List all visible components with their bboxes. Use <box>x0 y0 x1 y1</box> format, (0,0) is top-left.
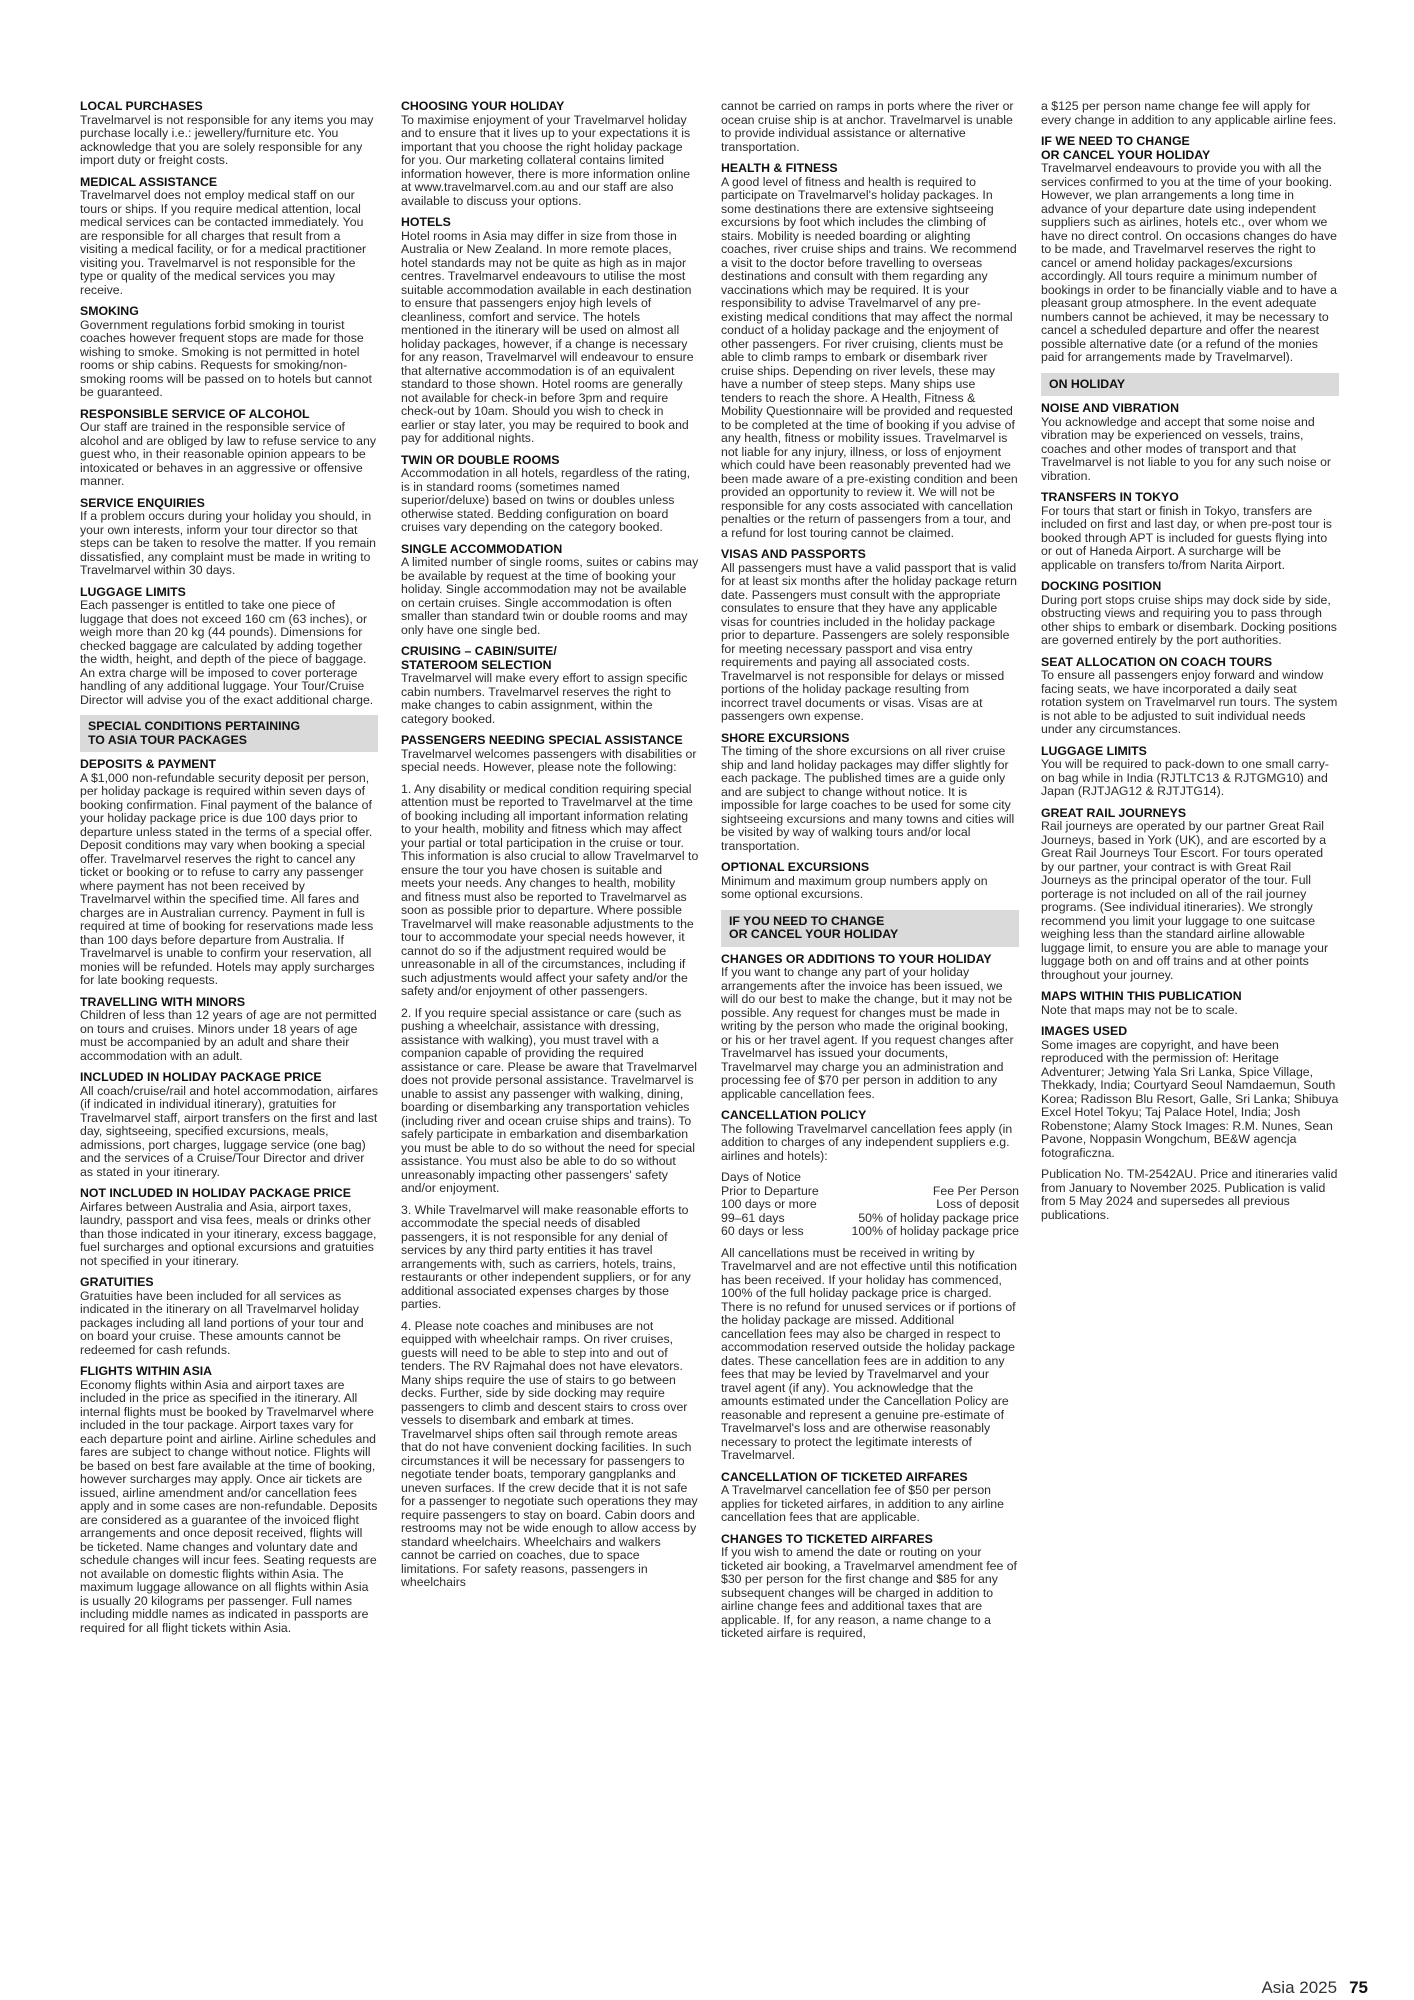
body-paragraph: Economy flights within Asia and airport taxes are included in the price as specified in the itinerary. All internal flights must be booked by Travelmarvel where included in the tour package. Airport taxes vary for each departure point and airline. Airline schedules and fares are subject to change without notice. Flights will be based on best fare available at the time of booking, however surcharges may apply. Once air tickets are issued, airline amendment and/or cancellation fees apply and in some cases are non-refundable. Deposits are considered as a guarantee of the invoiced flight arrangements and once deposit received, flights will be ticketed. Name changes and voluntary date and schedule changes will incur fees. Seating requests are not available on domestic flights within Asia. The maximum luggage allowance on all flights within Asia is usually 20 kilograms per passenger. Full names including middle names as indicated in passports are required for all flight tickets within Asia. <box>80 1377 378 1635</box>
section-heading: GREAT RAIL JOURNEYS <box>1041 805 1187 820</box>
cancellation-fee-table <box>721 1171 1019 1239</box>
section-heading: MAPS WITHIN THIS PUBLICATION <box>1041 989 1242 1003</box>
body-paragraph: You will be required to pack-down to one small carry-on bag while in India (RJTLTC13 & RJTGMG10) and Japan (RJTJAG12 & RJTJTG14). <box>1041 757 1329 798</box>
body-paragraph: Travelmarvel is not responsible for any items you may purchase locally i.e.: jewellery/furniture etc. You acknowledge that you are solely responsible for any import duty or freight costs. <box>80 112 374 167</box>
body-paragraph: A good level of fitness and health is required to participate on Travelmarvel's holiday packages. In some destinations there are extensive sightseeing excursions by foot which includes the climbing of stairs. Mobility is needed boarding or alighting coaches, river cruise ships and trains. We recommend a visit to the doctor before travelling to overseas destinations and consult with them regarding any vaccinations which may be required. It is your responsibility to advise Travelmarvel of any pre-existing medical conditions that may affect the normal conduct of a holiday package and the enjoyment of other passengers. For river cruising, clients must be able to climb ramps to embark or disembark river cruise ships. Depending on river levels, these may have a number of steep steps. Many ships use tenders to reach the shore. A Health, Fitness & Mobility Questionnaire will be provided and requested to be completed at the time of booking if you advise of any health, fitness or mobility issues. Travelmarvel is not liable for any injury, illness, or loss of enjoyment which could have been reasonably prevented had we been made aware of a pre-existing condition and been provided an opportunity to review it. We will not be responsible for any costs associated with cancellation penalties or the return of passengers from a tour, and a refund for lost touring cannot be claimed. <box>721 174 1018 540</box>
body-paragraph: All passengers must have a valid passport that is valid for at least six months after the holiday package return date. Passengers must consult with the appropriate consulates to ensure that they have any applicable visas for countries included in the holiday package prior to departure. Passengers are solely responsible for meeting necessary passport and visa entry requirements and paying all associated costs. Travelmarvel is not responsible for delays or missed portions of the holiday package resulting from incorrect travel documents or visas. Visas are at passengers own expense. <box>721 560 1017 723</box>
body-paragraph: Some images are copyright, and have been reproduced with the permission of: Heritage Adventurer; Jetwing Yala Sri Lanka, Spice Village, Thekkady, India; Courtyard Seoul Namdaemun, South Korea; Radisson Blu Resort, Galle, Sri Lanka; Shibuya Excel Hotel Tokyu; Taj Palace Hotel, India; Josh Robenstone; Alamy Stock Images: R.M. Nunes, Sean Pavone, Noppasin Wongchum, BE&W agencja fotograficzna. <box>1041 1037 1339 1160</box>
section-heading: CANCELLATION POLICY <box>721 1108 867 1122</box>
section-heading: SERVICE ENQUIRIES <box>80 495 205 510</box>
section-heading: PASSENGERS NEEDING SPECIAL ASSISTANCE <box>401 733 683 747</box>
body-paragraph: If you want to change any part of your holiday arrangements after the invoice has been issued, we will do our best to make the change, but it may not be possible. Any request for changes must be made in writing by the person who made the original booking, or his or her travel agent. If you request changes after Travelmarvel has issued your documents, Travelmarvel may charge you an administration and processing fee of $70 per person in addition to any applicable cancellation fees. <box>721 965 1014 1101</box>
body-paragraph: 3. While Travelmarvel will make reasonable efforts to accommodate the special needs of disabled passengers, it is not responsible for any denial of services by any third party entities it has travel arrangements with, such as carriers, hotels, trains, restaurants or other independent suppliers, or for any additional associated expenses charges by those parties. <box>401 1202 691 1311</box>
body-paragraph: a $125 per person name change fee will apply for every change in addition to any applicable airline fees. <box>1041 99 1337 127</box>
body-paragraph: If a problem occurs during your holiday you should, in your own interests, inform your tour director so that steps can be taken to resolve the matter. If you remain dissatisfied, any complaint must be made in writing to Travelmarvel within 30 days. <box>80 509 376 577</box>
section-heading: LUGGAGE LIMITS <box>1041 743 1147 758</box>
body-paragraph: cannot be carried on ramps in ports where the river or ocean cruise ship is at anchor. Travelmarvel is unable to provide individual assistance or alternative transportation. <box>721 99 1014 154</box>
body-paragraph: Our staff are trained in the responsible service of alcohol and are obliged by law to refuse service to any guest who, in their reasonable opinion appears to be intoxicated or behaves in an aggressive or offensive manner. <box>80 420 376 488</box>
section-band-heading: IF YOU NEED TO CHANGE OR CANCEL YOUR HOLIDAY <box>721 910 1019 947</box>
fee-table-header-cell: Prior to Departure <box>721 1183 819 1198</box>
fee-table-cell: Loss of deposit <box>936 1197 1019 1211</box>
column-2 <box>401 100 699 1598</box>
section-heading: OPTIONAL EXCURSIONS <box>721 860 870 874</box>
section-heading: CANCELLATION OF TICKETED AIRFARES <box>721 1469 968 1484</box>
body-paragraph: Children of less than 12 years of age are not permitted on tours and cruises. Minors under 18 years of age must be accompanied by an adult and share their accommodation with an adult. <box>80 1008 377 1063</box>
section-heading: GRATUITIES <box>80 1275 154 1289</box>
section-heading: CHANGES TO TICKETED AIRFARES <box>721 1531 933 1546</box>
body-paragraph: You acknowledge and accept that some noise and vibration may be experienced on vessels, trains, coaches and other modes of transport and that Travelmarvel is not liable to you for any such noise or vibration. <box>1041 414 1332 483</box>
body-paragraph: 4. Please note coaches and minibuses are not equipped with wheelchair ramps. On river cruises, guests will need to be able to step into and out of tenders. The RV Rajmahal does not have elevators. Many ships require the use of stairs to go between decks. Further, side by side docking may require passengers to climb and descent stairs to cross over vessels to disembark and embark at times. Travelmarvel ships often sail through remote areas that do not have convenient docking facilities. In such circumstances it will be necessary for passengers to negotiate tender boats, temporary gangplanks and uneven surfaces. If the crew decide that it is not safe for a passenger to negotiate such operations they may require passengers to stay on board. Cabin doors and restrooms may not be wide enough to allow access by standard wheelchairs. Wheelchairs and walkers cannot be carried on coaches, due to space limitations. For safety reasons, passengers in wheelchairs <box>401 1318 698 1589</box>
body-paragraph: A limited number of single rooms, suites or cabins may be available by request at the time of booking your holiday. Single accommodation may not be available on certain cruises. Single accommodation is often smaller than standard twin or double rooms and may only have one single bed. <box>401 555 699 637</box>
body-paragraph: During port stops cruise ships may dock side by side, obstructing views and requiring you to pass through other ships to embark or disembark. Docking positions are governed entirely by the port authorities. <box>1041 592 1337 647</box>
section-band-heading: SPECIAL CONDITIONS PERTAINING TO ASIA TOUR PACKAGES <box>80 715 378 752</box>
column-4 <box>1041 100 1339 1230</box>
body-paragraph: Accommodation in all hotels, regardless of the rating, is in standard rooms (sometimes named superior/deluxe) based on twins or doubles unless otherwise stated. Bedding configuration on board cruises vary depending on the category booked. <box>401 466 691 534</box>
section-heading: LUGGAGE LIMITS <box>80 584 186 599</box>
fee-table-row <box>721 1212 1019 1226</box>
section-band-heading: ON HOLIDAY <box>1041 373 1339 397</box>
section-heading: VISAS AND PASSPORTS <box>721 547 866 561</box>
body-paragraph: Travelmarvel will make every effort to assign specific cabin numbers. Travelmarvel reserves the right to make changes to cabin assignment, within the category booked. <box>401 671 688 726</box>
section-heading: TRAVELLING WITH MINORS <box>80 994 246 1009</box>
body-paragraph: Rail journeys are operated by our partner Great Rail Journeys, based in York (UK), and are escorted by a Great Rail Journeys Tour Escort. For tours operated by our partner, your contract is with Great Rail Journeys as the principal operator of the tour. Full porterage is not included on all of the rail journey programs. (See individual itineraries). We strongly recommend you limit your luggage to one suitcase weighing less than the standard airline allowable luggage limit, to ensure you are able to manage your luggage both on and off trains and at other points throughout your journey. <box>1041 819 1329 982</box>
body-paragraph: Government regulations forbid smoking in tourist coaches however frequent stops are made for those wishing to smoke. Smoking is not permitted in hotel rooms or ship cabins. Requests for smoking/non-smoking rooms will be passed on to hotels but cannot be guaranteed. <box>80 317 372 399</box>
section-heading: IMAGES USED <box>1041 1024 1128 1038</box>
fee-table-heading: Days of Notice <box>721 1170 801 1184</box>
section-heading: LOCAL PURCHASES <box>80 99 203 113</box>
body-paragraph: Note that maps may not be to scale. <box>1041 1002 1238 1017</box>
body-paragraph: The following Travelmarvel cancellation fees apply (in addition to charges of any independent suppliers e.g. airlines and hotels): <box>721 1121 1013 1163</box>
body-paragraph: Minimum and maximum group numbers apply on some optional excursions. <box>721 873 988 901</box>
section-heading: NOT INCLUDED IN HOLIDAY PACKAGE PRICE <box>80 1186 352 1200</box>
fee-table-cell: 100 days or more <box>721 1197 817 1211</box>
section-heading: SMOKING <box>80 304 139 318</box>
section-heading: SINGLE ACCOMMODATION <box>401 541 563 556</box>
fee-table-row <box>721 1198 1019 1212</box>
body-paragraph: If you wish to amend the date or routing on your ticketed air booking, a Travelmarvel amendment fee of $30 per person for the first change and $85 for any subsequent changes will be charged in addition to airline change fees and additional taxes that are applicable. If, for any reason, a name change to a ticketed airfare is required, <box>721 1545 1017 1640</box>
section-heading: DOCKING POSITION <box>1041 579 1162 593</box>
column-3 <box>721 100 1019 1649</box>
body-paragraph: The timing of the shore excursions on all river cruise ship and land holiday packages may differ slightly for each package. The published times are a guide only and are subject to change without notice. It is impossible for large coaches to be used for some city sightseeing excursions and many towns and cities will be visited by way of walking tours and/or local transportation. <box>721 744 1015 853</box>
section-heading: CHOOSING YOUR HOLIDAY <box>401 99 565 113</box>
body-paragraph: A $1,000 non-refundable security deposit per person, per holiday package is required within seven days of booking confirmation. Final payment of the balance of your holiday package price is due 100 days prior to departure unless stated in the terms of a special offer. Deposit conditions may vary when booking a special offer. Travelmarvel reserves the right to cancel any ticket or booking or to refuse to carry any passenger where payment has not been received by Travelmarvel within the specified time. All fares and charges are in Australian currency. Payment in full is required at time of booking for reservations made less than 100 days before departure from Australia. If Travelmarvel is unable to confirm your reservation, all monies will be refunded. Hotels may apply surcharges for late booking requests. <box>80 770 375 987</box>
section-heading: HOTELS <box>401 215 451 229</box>
section-heading: INCLUDED IN HOLIDAY PACKAGE PRICE <box>80 1070 322 1084</box>
fee-table-row <box>721 1225 1019 1239</box>
body-paragraph: Travelmarvel does not employ medical staff on our tours or ships. If you require medical attention, local medical services can be contacted immediately. You are responsible for all charges that result from a visiting a medical facility, or for a medical practitioner visiting you. Travelmarvel is not responsible for the type or quality of the medical services you may receive. <box>80 188 367 297</box>
fee-table-cell: 50% of holiday package price <box>858 1210 1019 1225</box>
section-heading: NOISE AND VIBRATION <box>1041 401 1180 415</box>
body-paragraph: All cancellations must be received in writing by Travelmarvel and are not effective until this notification has been received. If your holiday has commenced, 100% of the full holiday package price is charged. There is no refund for unused services or if portions of the holiday package are missed. Additional cancellation fees may also be charged in respect to accommodation reserved outside the holiday package dates. These cancellation fees are in addition to any fees that may be levied by Travelmarvel and your travel agent (if any). You acknowledge that the amounts estimated under the Cancellation Policy are reasonable and represent a genuine pre-estimate of Travelmarvel's loss and are otherwise reasonably necessary to protect the legitimate interests of Travelmarvel. <box>721 1245 1017 1462</box>
page-number: 75 <box>1349 1978 1368 1997</box>
body-paragraph: 2. If you require special assistance or care (such as pushing a wheelchair, assistance with dressing, assistance with walking), you must travel with a companion capable of providing the required assistance or care. Please be aware that Travelmarvel does not provide personal assistance. Travelmarvel is unable to assist any passenger with walking, dining, boarding or disembarking any transportation vehicles (including river and ocean cruise ships and trains). To safely participate in embarkation and disembarkation you must be able to do so without the need for special assistance. You must also be able to do so without unreasonably impacting other passengers' safety and/or enjoyment. <box>401 1005 697 1195</box>
publication-label: Asia 2025 <box>1261 1978 1338 1997</box>
body-paragraph: Publication No. TM-2542AU. Price and itineraries valid from January to November 2025. Publication is valid from 5 May 2024 and supersedes all previous publications. <box>1041 1167 1338 1222</box>
body-paragraph: Travelmarvel endeavours to provide you with all the services confirmed to you at the time of your booking. However, we plan arrangements a long time in advance of your departure date using independent suppliers such as airlines, hotels etc., over whom we have no direct control. On occasions changes do have to be made, and Travelmarvel reserves the right to cancel or amend holiday packages/excursions accordingly. All tours require a minimum number of bookings in order to be financially viable and to have a pleasant group atmosphere. In the event adequate numbers cannot be achieved, it may be necessary to cancel a scheduled departure and offer the nearest possible alternative date (or a refund of the monies paid for arrangements made by Travelmarvel). <box>1041 161 1338 364</box>
section-heading: DEPOSITS & PAYMENT <box>80 757 216 771</box>
fee-table-cell: 100% of holiday package price <box>851 1224 1019 1238</box>
body-paragraph: Gratuities have been included for all services as indicated in the itinerary on all Travelmarvel holiday packages including all land portions of your tour and on board your cruise. These amounts cannot be redeemed for cash refunds. <box>80 1288 364 1357</box>
section-heading: SHORE EXCURSIONS <box>721 730 850 745</box>
section-heading: TRANSFERS IN TOKYO <box>1041 490 1179 504</box>
section-heading: MEDICAL ASSISTANCE <box>80 174 218 189</box>
section-heading: IF WE NEED TO CHANGE OR CANCEL YOUR HOLIDAY <box>1041 134 1211 162</box>
fee-table-header-row <box>721 1185 1019 1199</box>
section-heading: CRUISING – CABIN/SUITE/ STATEROOM SELECTION <box>401 644 557 672</box>
body-paragraph: For tours that start or finish in Tokyo, transfers are included on first and last day, or when pre-post tour is booked through APT is included for guests flying into or out of Haneda Airport. A surcharge will be applicable on transfers to/from Narita Airport. <box>1041 503 1332 572</box>
body-paragraph: Hotel rooms in Asia may differ in size from those in Australia or New Zealand. In more remote places, hotel standards may not be quite as high as in major centres. Travelmarvel endeavours to utilise the most suitable accommodation available in each destination to ensure that passengers enjoy high levels of cleanliness, comfort and service. The hotels mentioned in the itinerary will be used on almost all holiday packages, however, if a change is necessary for any reason, Travelmarvel will endeavour to ensure that alternative accommodation is of an equivalent standard to those shown. Hotel rooms are generally not available for check-in before 3pm and require check-out by 10am. Should you wish to check in earlier or stay later, you may be required to book and pay for additional nights. <box>401 228 694 445</box>
body-paragraph: To maximise enjoyment of your Travelmarvel holiday and to ensure that it lives up to your expectations it is important that you choose the right holiday package for you. Our marketing collateral contains limited information however, there is more information online at www.travelmarvel.com.au and our staff are also available to discuss your options. <box>401 112 691 208</box>
body-paragraph: Each passenger is entitled to take one piece of luggage that does not exceed 160 cm (63 inches), or weigh more than 20 kg (44 pounds). Dimensions for checked baggage are calculated by adding together the width, height, and depth of the piece of baggage. An extra charge will be imposed to cover porterage handling of any additional luggage. Your Tour/Cruise Director will advise you of the exact additional charge. <box>80 598 374 707</box>
fee-table-cell: 99–61 days <box>721 1210 785 1225</box>
page-footer <box>1261 1978 1368 1998</box>
column-1 <box>80 100 378 1643</box>
section-heading: SEAT ALLOCATION ON COACH TOURS <box>1041 654 1273 669</box>
section-heading: CHANGES OR ADDITIONS TO YOUR HOLIDAY <box>721 951 992 966</box>
body-paragraph: All coach/cruise/rail and hotel accommodation, airfares (if indicated in individual itinerary), gratuities for Travelmarvel staff, airport transfers on the first and last day, sightseeing, specified excursions, meals, admissions, port charges, luggage service (one bag) and the services of a Cruise/Tour Director and driver as stated in your itinerary. <box>80 1083 379 1179</box>
body-paragraph: 1. Any disability or medical condition requiring special attention must be reported to Travelmarvel at the time of booking including all important information relating to your health, mobility and fitness which may affect your partial or total participation in the cruise or tour. This information is also crucial to allow Travelmarvel to ensure the tour you have chosen is suitable and meets your needs. Any changes to health, mobility and fitness must also be reported to Travelmarvel as soon as possible prior to departure. Where possible Travelmarvel will make reasonable adjustments to the tour to accommodate your special needs however, it cannot do so if the adjustment required would be unreasonable in all of the circumstances, including if such adjustments would affect your safety and/or the safety and/or enjoyment of other passengers. <box>401 781 699 998</box>
body-paragraph: Travelmarvel welcomes passengers with disabilities or special needs. However, please note the following: <box>401 746 697 774</box>
section-heading: RESPONSIBLE SERVICE OF ALCOHOL <box>80 406 310 421</box>
body-paragraph: A Travelmarvel cancellation fee of $50 per person applies for ticketed airfares, in addition to any airline cancellation fees that are applicable. <box>721 1483 1004 1524</box>
fee-table-cell: 60 days or less <box>721 1224 804 1238</box>
body-paragraph: To ensure all passengers enjoy forward and window facing seats, we have incorporated a daily seat rotation system on Travelmarvel run tours. The system is not able to be adjusted to suit individual needs under any circumstances. <box>1041 668 1338 736</box>
section-heading: FLIGHTS WITHIN ASIA <box>80 1364 213 1378</box>
fee-table-header-cell: Fee Per Person <box>932 1183 1019 1198</box>
section-heading: TWIN OR DOUBLE ROOMS <box>401 452 560 467</box>
body-paragraph: Airfares between Australia and Asia, airport taxes, laundry, passport and visa fees, meals or drinks other than those indicated in your itinerary, excess baggage, fuel surcharges and optional excursions and gratuities not specified in your itinerary. <box>80 1199 377 1268</box>
section-heading: HEALTH & FITNESS <box>721 161 838 175</box>
